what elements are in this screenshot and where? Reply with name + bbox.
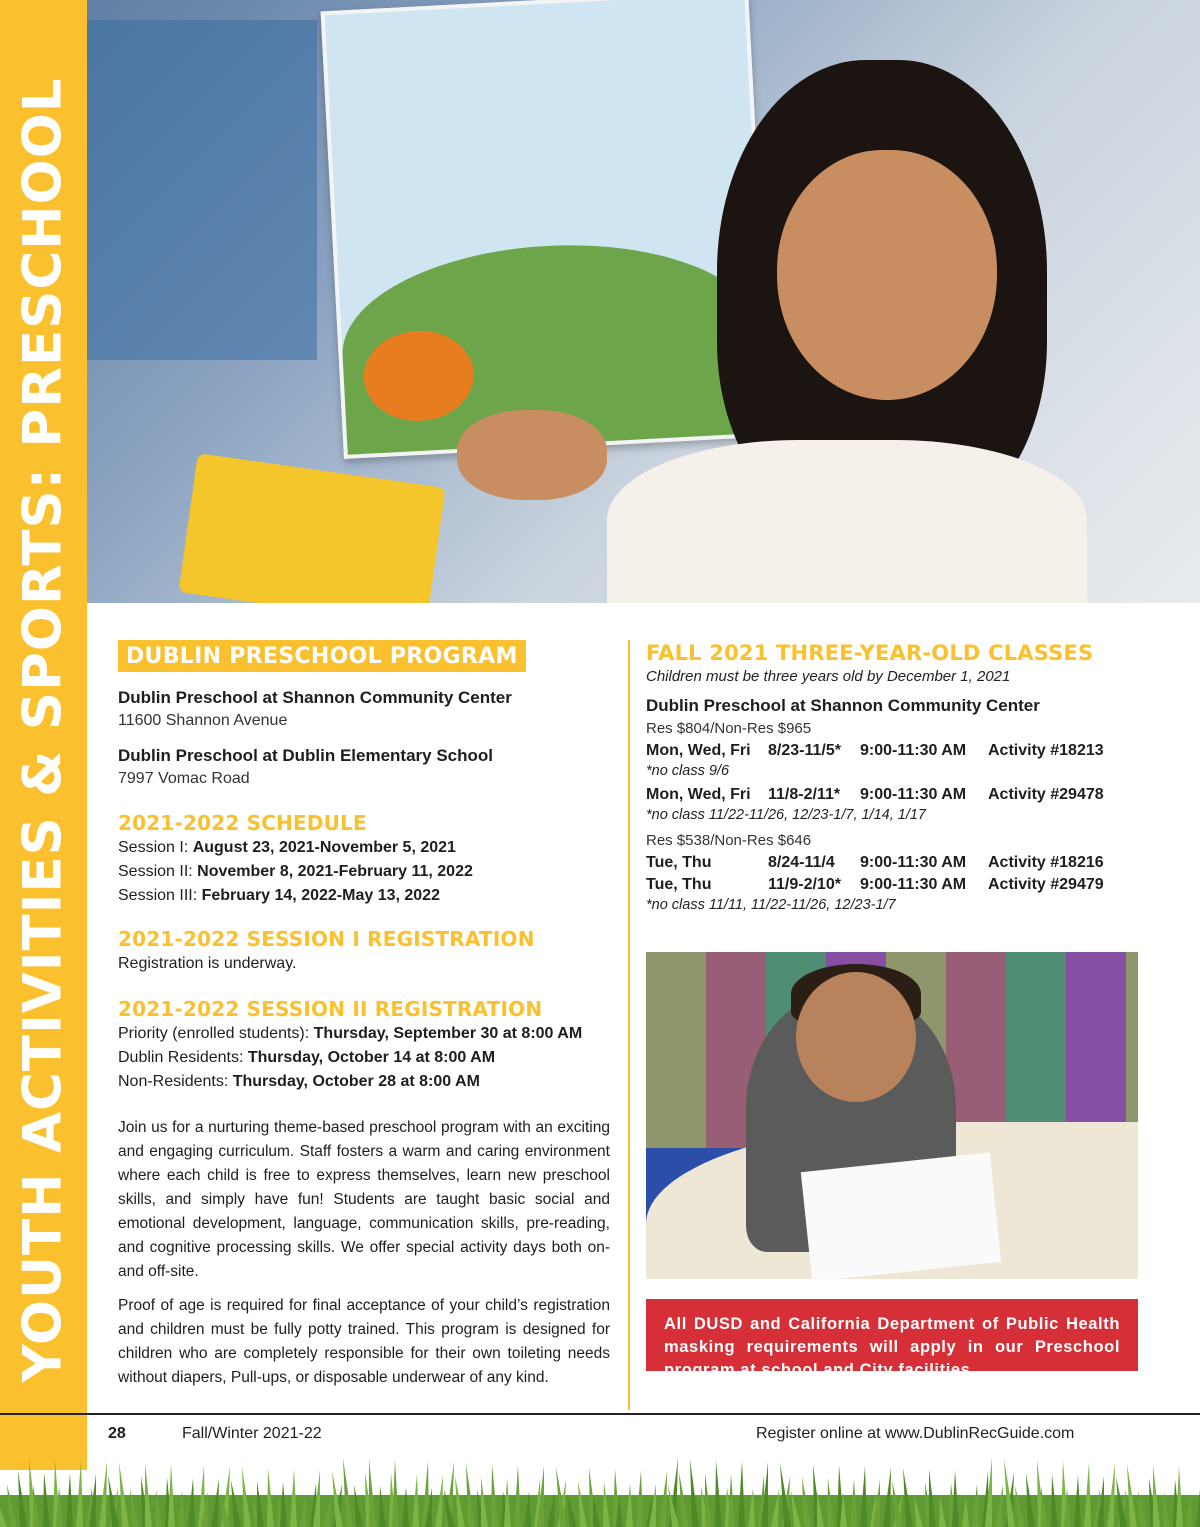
session1-section xyxy=(118,926,610,976)
class-row: Mon, Wed, Fri 11/8-2/11* 9:00-11:30 AM Activity #29478 xyxy=(646,784,1138,806)
price-line: Res $804/Non-Res $965 xyxy=(646,720,812,737)
requirements-paragraph: Proof of age is required for final acceptance of your child’s registration and children must be fully potty trained. This program is designed for children who are completely responsible for their own toileting needs without diapers, Pull-ups, or disposable underwear of any kind. xyxy=(118,1297,610,1386)
grass-blade xyxy=(738,1461,745,1527)
classes-location: Dublin Preschool at Shannon Community Center xyxy=(646,696,1040,715)
activity-number: Activity #29478 xyxy=(988,786,1104,803)
class-note: *no class 11/22-11/26, 12/23-1/7, 1/14, 1/17 xyxy=(646,807,926,823)
price-line: Res $538/Non-Res $646 xyxy=(646,832,812,849)
grass-decoration xyxy=(0,1455,1200,1527)
register-link[interactable]: Register online at www.DublinRecGuide.com xyxy=(756,1425,1075,1442)
session-line: Session I: August 23, 2021-November 5, 2021 xyxy=(118,839,456,856)
registration-line: Dublin Residents: Thursday, October 14 at 8:00 AM xyxy=(118,1049,496,1066)
hero-photo xyxy=(87,0,1200,603)
edition-label: Fall/Winter 2021-22 xyxy=(182,1425,322,1442)
activity-number: Activity #29479 xyxy=(988,876,1104,893)
grass-blade xyxy=(76,1460,83,1527)
classes-heading: FALL 2021 THREE-YEAR-OLD CLASSES xyxy=(646,641,1094,665)
location-block xyxy=(118,686,610,732)
sidebar-section-title: YOUTH ACTIVITIES & SPORTS: PRESCHOOL xyxy=(12,77,74,1383)
left-column xyxy=(118,640,610,1390)
class-row: Mon, Wed, Fri 8/23-11/5* 9:00-11:30 AM Activity #18213 xyxy=(646,740,1138,762)
child-drawing xyxy=(321,0,772,459)
session-line: Session II: November 8, 2021-February 11, 2022 xyxy=(118,863,473,880)
schedule-heading: 2021-2022 SCHEDULE xyxy=(118,811,367,835)
class-row: Tue, Thu 8/24-11/4 9:00-11:30 AM Activity #18216 xyxy=(646,852,1138,874)
location-name: Dublin Preschool at Shannon Community Center xyxy=(118,688,512,707)
grass-blade xyxy=(715,1460,722,1527)
grass-blade xyxy=(1084,1462,1091,1527)
boy-writing-photo xyxy=(646,952,1138,1279)
class-note: *no class 11/11, 11/22-11/26, 12/23-1/7 xyxy=(646,897,896,913)
location-address: 11600 Shannon Avenue xyxy=(118,712,288,729)
page-number: 28 xyxy=(108,1425,126,1442)
registration-line: Priority (enrolled students): Thursday, September 30 at 8:00 AM xyxy=(118,1025,583,1042)
activity-number: Activity #18213 xyxy=(988,742,1104,759)
class-row: Tue, Thu 11/9-2/10* 9:00-11:30 AM Activity #29479 xyxy=(646,874,1138,896)
right-column xyxy=(646,640,1138,918)
masking-alert: All DUSD and California Department of Public Health masking requirements will apply in our Preschool program at school and City facilities. xyxy=(646,1299,1138,1371)
session2-heading: 2021-2022 SESSION II REGISTRATION xyxy=(118,997,543,1021)
registration-line: Non-Residents: Thursday, October 28 at 8:00 AM xyxy=(118,1073,480,1090)
program-description: Join us for a nurturing theme-based preschool program with an exciting and engaging curriculum. Staff fosters a warm and caring environment where each child is free to express themselves, learn new preschool skills, and simply have fun! Students are taught basic social and emotional development, language, communication skills, pre-reading, and cognitive processing skills. We offer special activity days both on- and off-site. xyxy=(118,1119,610,1280)
sidebar xyxy=(0,0,87,1470)
grass-graphic xyxy=(0,1455,1200,1527)
session-line: Session III: February 14, 2022-May 13, 2022 xyxy=(118,887,440,904)
activity-number: Activity #18216 xyxy=(988,854,1104,871)
footer-divider xyxy=(0,1413,1200,1415)
location-name: Dublin Preschool at Dublin Elementary School xyxy=(118,746,494,765)
class-note: *no class 9/6 xyxy=(646,763,730,779)
session1-text: Registration is underway. xyxy=(118,955,297,972)
column-divider xyxy=(628,640,630,1410)
session2-section xyxy=(118,996,610,1094)
grass-blade xyxy=(392,1460,399,1527)
schedule-section xyxy=(118,810,610,908)
age-note: Children must be three years old by December 1, 2021 xyxy=(646,668,1011,685)
location-address: 7997 Vomac Road xyxy=(118,770,250,787)
program-title: DUBLIN PRESCHOOL PROGRAM xyxy=(118,640,526,672)
session1-heading: 2021-2022 SESSION I REGISTRATION xyxy=(118,927,535,951)
location-block xyxy=(118,744,610,790)
